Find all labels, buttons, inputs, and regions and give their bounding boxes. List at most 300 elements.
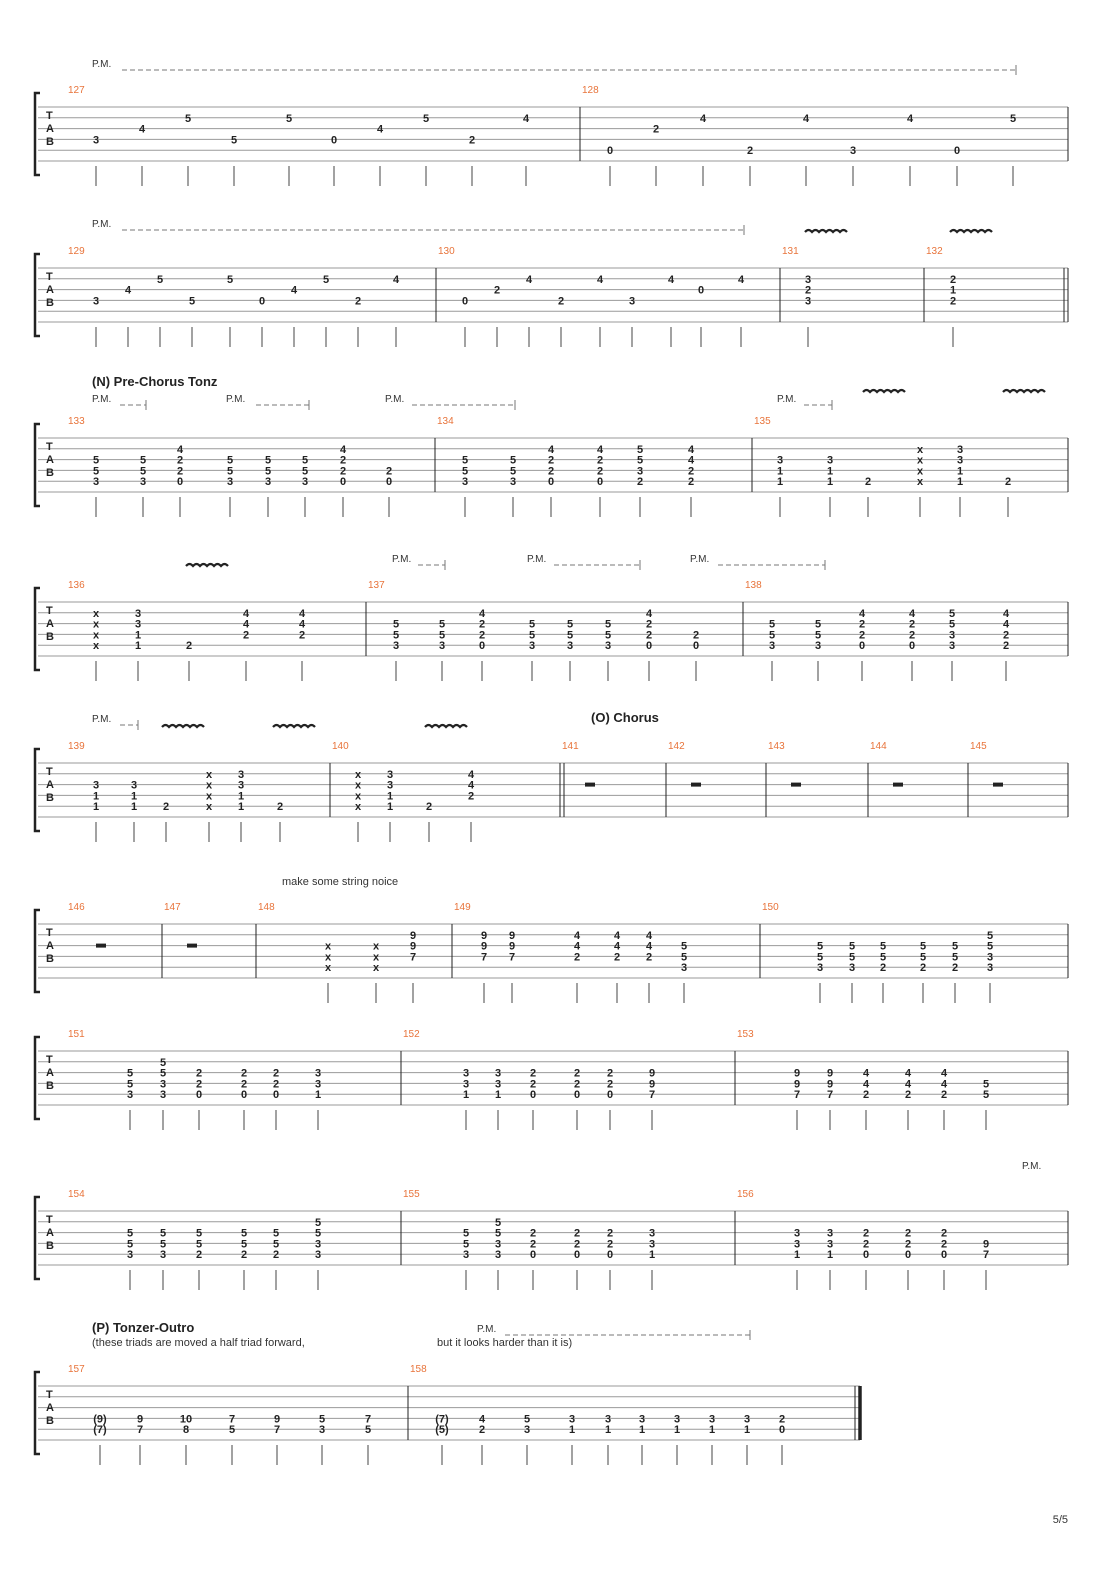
- fret-number: 5: [159, 1067, 167, 1080]
- fret-number: 3: [134, 618, 142, 631]
- fret-number: 3: [130, 779, 138, 792]
- pm-label: P.M.: [392, 554, 412, 565]
- measure-130: [438, 246, 745, 347]
- fret-number: 5: [509, 454, 517, 467]
- measure-number: 128: [582, 85, 599, 96]
- fret-number: 1: [314, 1089, 322, 1102]
- fret-number: 0: [573, 1089, 581, 1102]
- tab-clef-B: B: [46, 297, 54, 309]
- fret-number: x: [916, 443, 924, 456]
- fret-number: 5: [768, 629, 776, 642]
- fret-number: 3: [462, 1078, 470, 1091]
- fret-number: 3: [826, 1227, 834, 1240]
- fret-number: 5: [184, 112, 192, 125]
- fret-number: 3: [648, 1238, 656, 1251]
- fret-number: 3: [462, 1067, 470, 1080]
- fret-number: x: [92, 607, 100, 620]
- fret-number: 3: [126, 1089, 134, 1102]
- fret-number: 5: [528, 618, 536, 631]
- measure-128: [582, 85, 1016, 186]
- fret-number: 2: [862, 1238, 870, 1251]
- fret-number: x: [205, 768, 213, 781]
- measure-137: [368, 580, 699, 681]
- fret-number: 3: [776, 454, 784, 467]
- fret-number: 0: [258, 295, 266, 308]
- fret-number: 2: [176, 465, 184, 478]
- rest-mark: [96, 944, 106, 948]
- fret-number: 9: [409, 940, 417, 953]
- fret-number: x: [92, 618, 100, 631]
- fret-number: 4: [522, 112, 530, 125]
- fret-number: 0: [478, 640, 486, 653]
- vibrato-mark-3: [1003, 390, 1045, 392]
- system-bracket: [35, 93, 40, 175]
- tab-clef-A: A: [46, 284, 54, 296]
- fret-number: 2: [529, 1227, 537, 1240]
- fret-number: 4: [1002, 618, 1010, 631]
- tab-clef-A: A: [46, 779, 54, 791]
- fret-number: 3: [638, 1413, 646, 1426]
- fret-number: 0: [953, 145, 961, 158]
- vibrato-mark-2: [863, 390, 905, 392]
- fret-number: x: [205, 790, 213, 803]
- measure-number: 150: [762, 902, 779, 913]
- measure-154: [68, 1189, 321, 1290]
- fret-number: 10: [179, 1413, 193, 1426]
- measure-127: [68, 85, 530, 186]
- palm-mute-8: [690, 554, 825, 570]
- fret-number: 5: [986, 929, 994, 942]
- measure-number: 139: [68, 741, 85, 752]
- fret-number: 4: [906, 112, 914, 125]
- tab-clef-B: B: [46, 1415, 54, 1427]
- annotation-outro-b: but it looks harder than it is): [437, 1337, 573, 1349]
- fret-number: 2: [606, 1078, 614, 1091]
- fret-number: 2: [1004, 476, 1012, 489]
- fret-number: 4: [862, 1067, 870, 1080]
- fret-number: 2: [596, 454, 604, 467]
- fret-number: 0: [645, 640, 653, 653]
- measure-number: 138: [745, 580, 762, 591]
- fret-number: x: [324, 951, 332, 964]
- fret-number: 5: [264, 454, 272, 467]
- fret-number: 0: [606, 1089, 614, 1102]
- fret-number: 2: [529, 1067, 537, 1080]
- vibrato-mark-5: [162, 725, 204, 727]
- fret-number: 2: [385, 465, 393, 478]
- fret-number: 0: [385, 476, 393, 489]
- fret-number: 5: [951, 951, 959, 964]
- system-bracket: [35, 1037, 40, 1119]
- fret-number: 4: [904, 1067, 912, 1080]
- fret-number: 2: [185, 640, 193, 653]
- fret-number: 1: [673, 1424, 681, 1437]
- fret-number: 1: [826, 1249, 834, 1262]
- fret-number: 5: [461, 465, 469, 478]
- fret-number: 3: [314, 1249, 322, 1262]
- vibrato-mark-6: [273, 725, 315, 727]
- fret-number: 5: [462, 1227, 470, 1240]
- fret-number: 3: [462, 1249, 470, 1262]
- fret-number: 7: [364, 1413, 372, 1426]
- fret-number: 5: [392, 629, 400, 642]
- fret-number: 2: [272, 1249, 280, 1262]
- fret-number: 4: [645, 929, 653, 942]
- measure-134: [437, 416, 695, 517]
- fret-number: 4: [525, 273, 533, 286]
- fret-number: 4: [802, 112, 810, 125]
- fret-number: 3: [566, 640, 574, 653]
- tab-system-2: [35, 246, 1068, 347]
- fret-number: 1: [604, 1424, 612, 1437]
- fret-number: 3: [826, 454, 834, 467]
- fret-number: x: [916, 454, 924, 467]
- measure-number: 144: [870, 741, 887, 752]
- fret-number: 7: [982, 1249, 990, 1262]
- section-title-pre_chorus: (N) Pre-Chorus Tonz: [92, 374, 218, 389]
- fret-number: 4: [1002, 607, 1010, 620]
- fret-number: 4: [242, 607, 250, 620]
- fret-number: 3: [804, 295, 812, 308]
- tab-clef-T: T: [46, 766, 53, 778]
- fret-number: 5: [314, 1216, 322, 1229]
- fret-number: 1: [956, 465, 964, 478]
- fret-number: 3: [159, 1089, 167, 1102]
- fret-number: 2: [573, 1227, 581, 1240]
- fret-number: x: [324, 962, 332, 975]
- fret-number: 3: [523, 1424, 531, 1437]
- fret-number: 5: [879, 940, 887, 953]
- fret-number: 3: [793, 1227, 801, 1240]
- fret-number: 3: [743, 1413, 751, 1426]
- fret-number: 3: [494, 1067, 502, 1080]
- pm-label: P.M.: [92, 219, 112, 230]
- annotation-string-noise: make some string noice: [282, 876, 399, 888]
- fret-number: 3: [848, 962, 856, 975]
- palm-mute-4: [385, 394, 515, 410]
- fret-number: 4: [940, 1067, 948, 1080]
- annotation-outro-a: (these triads are moved a half triad forward,: [92, 1337, 305, 1349]
- tab-clef-T: T: [46, 605, 53, 617]
- fret-number: 9: [982, 1238, 990, 1251]
- measure-number: 148: [258, 902, 275, 913]
- measure-149: [454, 902, 687, 1003]
- system-bracket: [35, 749, 40, 831]
- rest-mark: [791, 783, 801, 787]
- tab-clef-B: B: [46, 953, 54, 965]
- fret-number: 1: [386, 790, 394, 803]
- fret-number: 1: [648, 1249, 656, 1262]
- fret-number: 2: [862, 1227, 870, 1240]
- fret-number: 4: [298, 607, 306, 620]
- tab-clef-T: T: [46, 110, 53, 122]
- tab-clef-T: T: [46, 271, 53, 283]
- fret-number: 0: [908, 640, 916, 653]
- fret-number: 3: [314, 1067, 322, 1080]
- fret-number: 5: [438, 618, 446, 631]
- fret-number: 2: [272, 1067, 280, 1080]
- fret-number: 2: [879, 962, 887, 975]
- fret-number: 2: [919, 962, 927, 975]
- fret-number: 0: [573, 1249, 581, 1262]
- fret-number: 1: [130, 801, 138, 814]
- fret-number: 5: [566, 618, 574, 631]
- fret-number: 5: [228, 1424, 236, 1437]
- fret-number: 5: [285, 112, 293, 125]
- measure-number: 140: [332, 741, 349, 752]
- fret-number: 7: [228, 1413, 236, 1426]
- measure-157: [68, 1364, 371, 1465]
- measure-number: 132: [926, 246, 943, 257]
- fret-number: x: [324, 940, 332, 953]
- fret-number: 5: [848, 940, 856, 953]
- vibrato-mark-0: [805, 230, 847, 232]
- measure-number: 142: [668, 741, 685, 752]
- fret-number: 4: [596, 273, 604, 286]
- fret-number: 2: [636, 476, 644, 489]
- fret-number: 3: [768, 640, 776, 653]
- fret-number: 4: [908, 607, 916, 620]
- measure-145: [970, 741, 1003, 787]
- fret-number: 3: [301, 476, 309, 489]
- fret-number: 4: [613, 940, 621, 953]
- tab-clef-T: T: [46, 1389, 53, 1401]
- fret-number: 5: [461, 454, 469, 467]
- fret-number: 2: [529, 1238, 537, 1251]
- measure-number: 133: [68, 416, 85, 427]
- fret-number: 9: [826, 1078, 834, 1091]
- fret-number: 3: [494, 1238, 502, 1251]
- fret-number: x: [372, 962, 380, 975]
- system-bracket: [35, 424, 40, 506]
- fret-number: 2: [478, 629, 486, 642]
- fret-number: 2: [606, 1067, 614, 1080]
- fret-number: 5: [92, 465, 100, 478]
- fret-number: 4: [242, 618, 250, 631]
- fret-number: 2: [645, 618, 653, 631]
- fret-number: 3: [126, 1249, 134, 1262]
- fret-number: 5: [816, 951, 824, 964]
- fret-number: 5: [318, 1413, 326, 1426]
- measure-151: [68, 1029, 321, 1130]
- fret-number: 3: [92, 134, 100, 147]
- fret-number: 2: [864, 476, 872, 489]
- fret-number: 0: [904, 1249, 912, 1262]
- measure-140: [332, 741, 475, 842]
- fret-number: 2: [687, 465, 695, 478]
- fret-number: 4: [392, 273, 400, 286]
- fret-number: 4: [467, 768, 475, 781]
- fret-number: 3: [264, 476, 272, 489]
- fret-number: 5: [948, 618, 956, 631]
- rest-mark: [691, 783, 701, 787]
- measure-150: [762, 902, 993, 1003]
- fret-number: 3: [528, 640, 536, 653]
- fret-number: 5: [680, 951, 688, 964]
- fret-number: 2: [240, 1249, 248, 1262]
- fret-number: 3: [92, 476, 100, 489]
- fret-number: 9: [793, 1078, 801, 1091]
- tab-clef-A: A: [46, 1402, 54, 1414]
- measure-number: 134: [437, 416, 454, 427]
- fret-number: 1: [826, 476, 834, 489]
- tab-clef-T: T: [46, 927, 53, 939]
- fret-number: 3: [793, 1238, 801, 1251]
- fret-number: 3: [392, 640, 400, 653]
- fret-number: 5: [139, 465, 147, 478]
- measure-number: 137: [368, 580, 385, 591]
- tab-clef-B: B: [46, 467, 54, 479]
- palm-mute-7: [527, 554, 640, 570]
- tab-clef-A: A: [46, 123, 54, 135]
- fret-number: 0: [862, 1249, 870, 1262]
- fret-number: 1: [462, 1089, 470, 1102]
- tab-clef-A: A: [46, 1067, 54, 1079]
- fret-number: 4: [737, 273, 745, 286]
- fret-number: 2: [195, 1249, 203, 1262]
- fret-number: 5: [188, 295, 196, 308]
- fret-number: 4: [547, 443, 555, 456]
- tab-system-8: [35, 1189, 1068, 1290]
- fret-number: 2: [468, 134, 476, 147]
- fret-number: 5: [816, 940, 824, 953]
- measure-148: [258, 902, 416, 1003]
- fret-number: 7: [508, 951, 516, 964]
- fret-number: 3: [680, 962, 688, 975]
- fret-number: 4: [573, 929, 581, 942]
- fret-number: 9: [508, 929, 516, 942]
- fret-number: 3: [673, 1413, 681, 1426]
- measure-158: [410, 1364, 785, 1465]
- fret-number: 4: [645, 607, 653, 620]
- system-bracket: [35, 910, 40, 992]
- fret-number: 3: [568, 1413, 576, 1426]
- fret-number: (9): [93, 1413, 107, 1426]
- measure-146: [68, 902, 106, 948]
- rest-mark: [187, 944, 197, 948]
- tab-clef-T: T: [46, 441, 53, 453]
- fret-number: 4: [904, 1078, 912, 1091]
- rest-mark: [893, 783, 903, 787]
- fret-number: 8: [182, 1424, 190, 1437]
- fret-number: 3: [849, 145, 857, 158]
- measure-number: 158: [410, 1364, 427, 1375]
- fret-number: 5: [392, 618, 400, 631]
- fret-number: x: [354, 779, 362, 792]
- fret-number: 3: [826, 1238, 834, 1251]
- fret-number: 3: [494, 1249, 502, 1262]
- fret-number: 7: [793, 1089, 801, 1102]
- fret-number: 0: [339, 476, 347, 489]
- fret-number: 5: [982, 1078, 990, 1091]
- fret-number: 3: [314, 1078, 322, 1091]
- fret-number: 2: [940, 1089, 948, 1102]
- fret-number: 3: [386, 768, 394, 781]
- fret-number: 2: [652, 123, 660, 136]
- fret-number: 0: [697, 284, 705, 297]
- fret-number: 1: [130, 790, 138, 803]
- measure-143: [768, 741, 801, 787]
- fret-number: 2: [272, 1078, 280, 1091]
- tab-clef-B: B: [46, 1080, 54, 1092]
- fret-number: 1: [776, 476, 784, 489]
- fret-number: 1: [793, 1249, 801, 1262]
- fret-number: 5: [156, 273, 164, 286]
- fret-number: 2: [804, 284, 812, 297]
- fret-number: 5: [195, 1238, 203, 1251]
- measure-number: 129: [68, 246, 85, 257]
- fret-number: 0: [176, 476, 184, 489]
- fret-number: 5: [680, 940, 688, 953]
- tab-clef-A: A: [46, 454, 54, 466]
- fret-number: 5: [301, 465, 309, 478]
- measure-131: [782, 246, 811, 347]
- measure-152: [403, 1029, 655, 1130]
- measure-133: [68, 416, 392, 517]
- tab-system-7: [35, 1029, 1068, 1130]
- fret-number: 2: [692, 629, 700, 642]
- fret-number: 5: [848, 951, 856, 964]
- fret-number: 9: [480, 940, 488, 953]
- fret-number: 5: [604, 629, 612, 642]
- tab-clef-B: B: [46, 1240, 54, 1252]
- pm-label: P.M.: [92, 394, 112, 405]
- fret-number: 5: [438, 629, 446, 642]
- fret-number: 0: [461, 295, 469, 308]
- fret-number: 3: [139, 476, 147, 489]
- fret-number: 2: [573, 1067, 581, 1080]
- fret-number: 2: [529, 1078, 537, 1091]
- fret-number: 3: [159, 1249, 167, 1262]
- fret-number: 4: [298, 618, 306, 631]
- fret-number: 5: [919, 951, 927, 964]
- measure-number: 143: [768, 741, 785, 752]
- fret-number: 2: [858, 618, 866, 631]
- fret-number: 5: [195, 1227, 203, 1240]
- fret-number: 5: [240, 1227, 248, 1240]
- fret-number: 3: [386, 779, 394, 792]
- fret-number: 4: [613, 929, 621, 942]
- fret-number: 0: [195, 1089, 203, 1102]
- tab-system-5: [35, 741, 1068, 842]
- fret-number: 2: [493, 284, 501, 297]
- fret-number: 3: [461, 476, 469, 489]
- fret-number: 5: [159, 1238, 167, 1251]
- fret-number: 2: [1002, 640, 1010, 653]
- fret-number: 5: [126, 1238, 134, 1251]
- fret-number: 5: [636, 443, 644, 456]
- fret-number: 3: [948, 629, 956, 642]
- fret-number: 3: [92, 295, 100, 308]
- fret-number: 7: [409, 951, 417, 964]
- measure-number: 145: [970, 741, 987, 752]
- fret-number: 0: [940, 1249, 948, 1262]
- fret-number: 4: [176, 443, 184, 456]
- fret-number: 2: [904, 1089, 912, 1102]
- system-bracket: [35, 1197, 40, 1279]
- fret-number: 9: [409, 929, 417, 942]
- fret-number: 2: [904, 1227, 912, 1240]
- fret-number: 3: [948, 640, 956, 653]
- fret-number: 4: [138, 123, 146, 136]
- vibrato-mark-1: [950, 230, 992, 232]
- fret-number: x: [92, 640, 100, 653]
- fret-number: 2: [940, 1238, 948, 1251]
- fret-number: x: [92, 629, 100, 642]
- fret-number: 5: [314, 1227, 322, 1240]
- fret-number: 4: [940, 1078, 948, 1091]
- fret-number: 2: [573, 1078, 581, 1091]
